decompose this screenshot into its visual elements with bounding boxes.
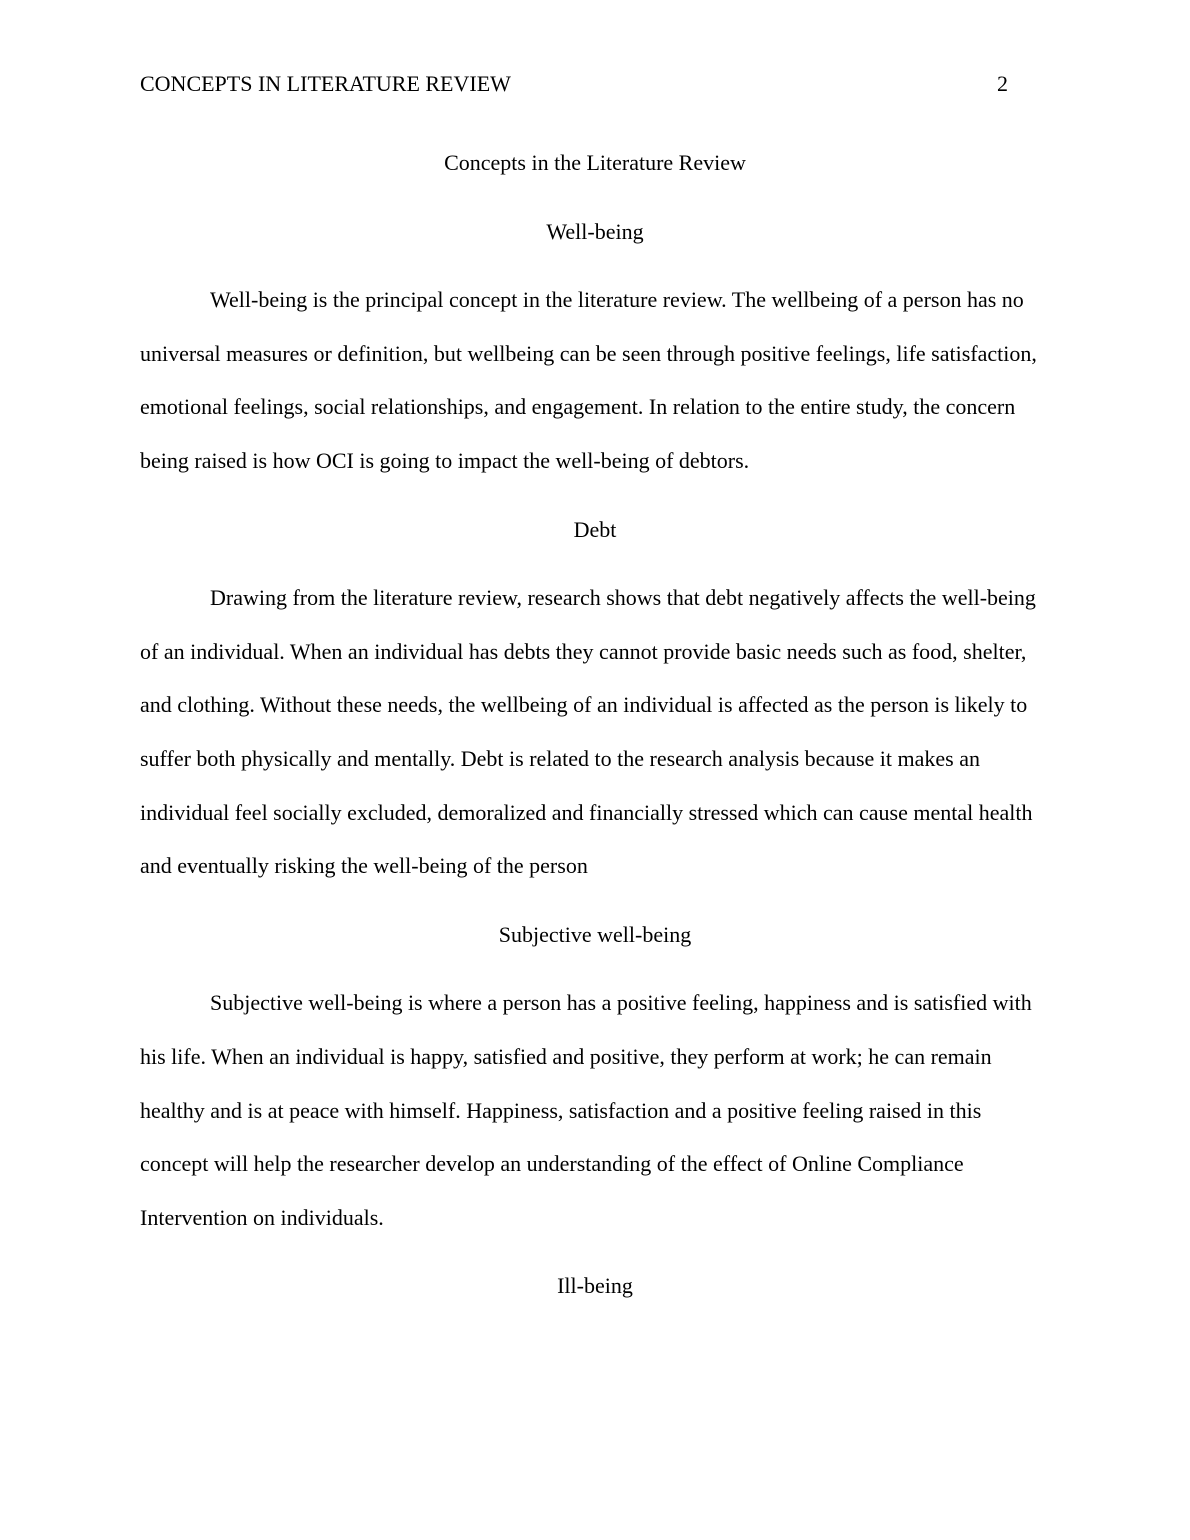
section-heading-well-being: Well-being — [546, 218, 644, 244]
section-paragraph-debt: Drawing from the literature review, research shows that debt negatively affects the well-being of an individual. When an individual has debts they cannot provide basic needs such as food, shelter, and clothing. Without these needs, the wellbeing of an individual is affected as the person is likely to suffer both physically and mentally. Debt is related to the research analysis because it makes an individual feel socially excluded, demoralized and financially stressed which can cause mental health and eventually risking the well-being of the person — [140, 585, 1036, 879]
running-head-title: CONCEPTS IN LITERATURE REVIEW — [140, 71, 511, 96]
section-paragraph-subjective-well-being: Subjective well-being is where a person has a positive feeling, happiness and is satisfied with his life. When an individual is happy, satisfied and positive, they perform at work; he can remain healthy and is at peace with himself. Happiness, satisfaction and a positive feeling raised in this concept will help the researcher develop an understanding of the effect of Online Compliance Intervention on individuals. — [140, 990, 1032, 1230]
document-body — [140, 136, 1050, 1328]
section-heading-subjective-well-being: Subjective well-being — [498, 921, 692, 947]
section-heading-ill-being: Ill-being — [557, 1273, 633, 1299]
section-heading-debt: Debt — [573, 516, 617, 542]
section-paragraph-well-being: Well-being is the principal concept in the literature review. The wellbeing of a person has no universal measures or definition, but wellbeing can be seen through positive feelings, life satisfaction, emotional feelings, social relationships, and engagement. In relation to the entire study, the concern being raised is how OCI is going to impact the well-being of debtors. — [140, 287, 1037, 473]
running-head — [140, 70, 1008, 98]
document-title: Concepts in the Literature Review — [444, 150, 746, 175]
page-number: 2 — [997, 71, 1008, 96]
